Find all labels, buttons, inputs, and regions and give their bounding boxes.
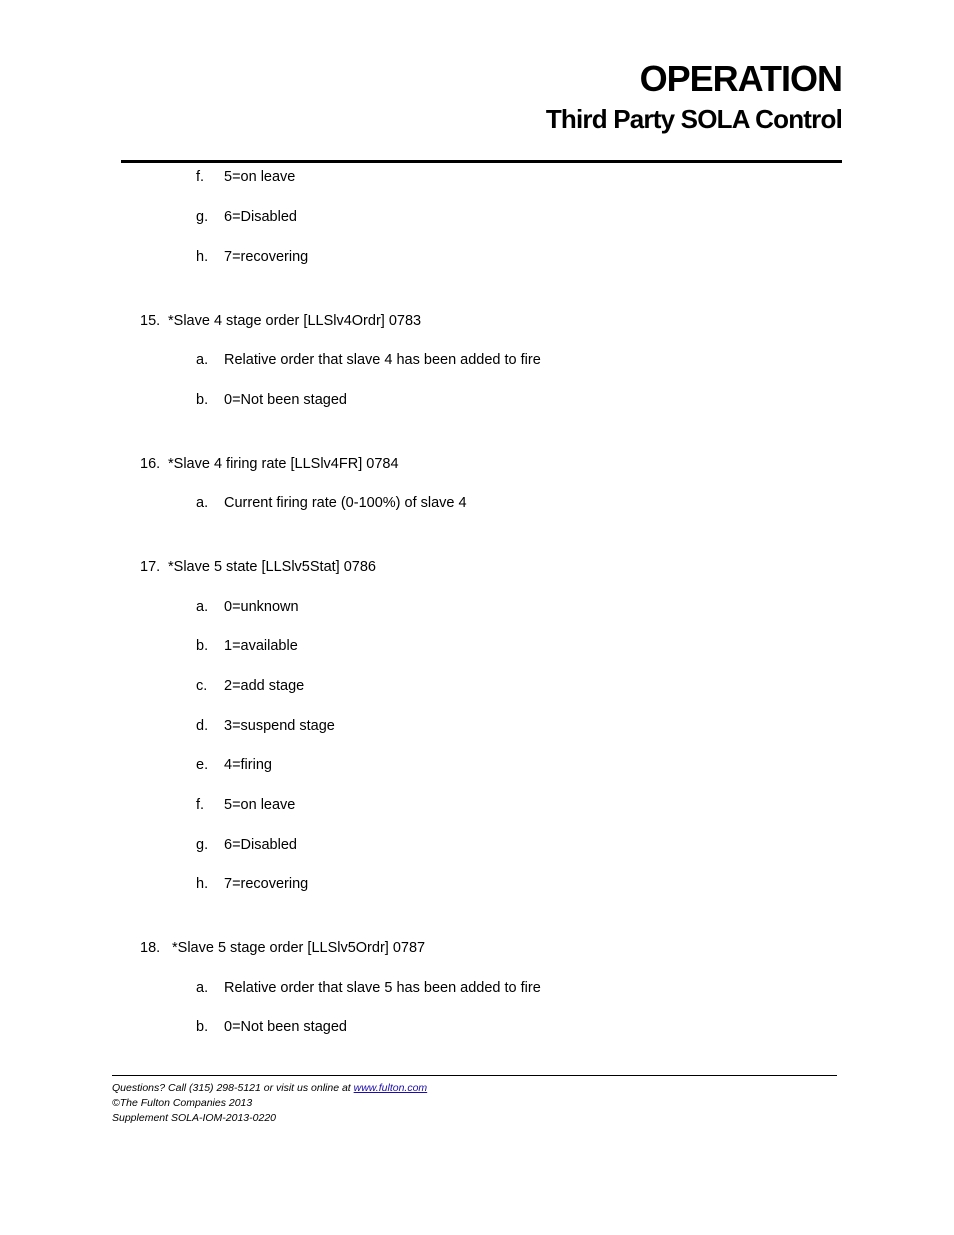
item-number: 17. [140,559,161,575]
item-text: *Slave 4 firing rate [LLSlv4FR] 0784 [168,456,399,472]
item-letter: c. [196,678,208,694]
footer-divider [112,1075,837,1076]
item-number: 16. [140,456,161,472]
item-text: 5=on leave [224,169,296,185]
item-text: 0=Not been staged [224,392,347,408]
header-divider [121,160,842,163]
item-text: 0=unknown [224,599,299,615]
item-letter: b. [196,392,209,408]
item-text: 7=recovering [224,876,309,892]
item-text: 5=on leave [224,797,296,813]
footer-supplement: Supplement SOLA-IOM-2013-0220 [112,1112,277,1124]
item-letter: a. [196,599,209,615]
item-text: 0=Not been staged [224,1019,347,1035]
footer-questions-text: Questions? Call (315) 298-5121 or visit us online at [112,1082,354,1094]
item-letter: g. [196,837,209,853]
item-letter: f. [196,797,205,813]
item-letter: a. [196,980,209,996]
item-text: *Slave 4 stage order [LLSlv4Ordr] 0783 [168,313,422,329]
item-letter: a. [196,495,209,511]
item-text: 6=Disabled [224,837,297,853]
item-text: 7=recovering [224,249,309,265]
item-letter: a. [196,352,209,368]
page-subtitle: Third Party SOLA Control [545,104,842,134]
item-text: *Slave 5 stage order [LLSlv5Ordr] 0787 [172,940,426,956]
footer-questions [112,1082,427,1094]
footer-copyright: ©The Fulton Companies 2013 [112,1097,253,1109]
item-text: 2=add stage [224,678,305,694]
item-letter: h. [196,249,209,265]
item-text: 4=firing [224,757,272,773]
item-text: Relative order that slave 5 has been added to fire [224,980,541,996]
item-letter: h. [196,876,209,892]
item-number: 15. [140,313,161,329]
website-link[interactable]: www.fulton.com [353,1082,428,1094]
item-letter: g. [196,209,209,225]
item-text: 3=suspend stage [224,718,335,734]
item-letter: b. [196,1019,209,1035]
item-text: *Slave 5 state [LLSlv5Stat] 0786 [168,559,376,575]
item-letter: f. [196,169,205,185]
item-text: 1=available [224,638,298,654]
item-text: Relative order that slave 4 has been added to fire [224,352,541,368]
item-letter: d. [196,718,209,734]
item-text: 6=Disabled [224,209,297,225]
page-title: OPERATION [639,58,842,99]
item-letter: b. [196,638,209,654]
item-letter: e. [196,757,209,773]
item-number: 18. [140,940,161,956]
item-text: Current firing rate (0-100%) of slave 4 [224,495,467,511]
